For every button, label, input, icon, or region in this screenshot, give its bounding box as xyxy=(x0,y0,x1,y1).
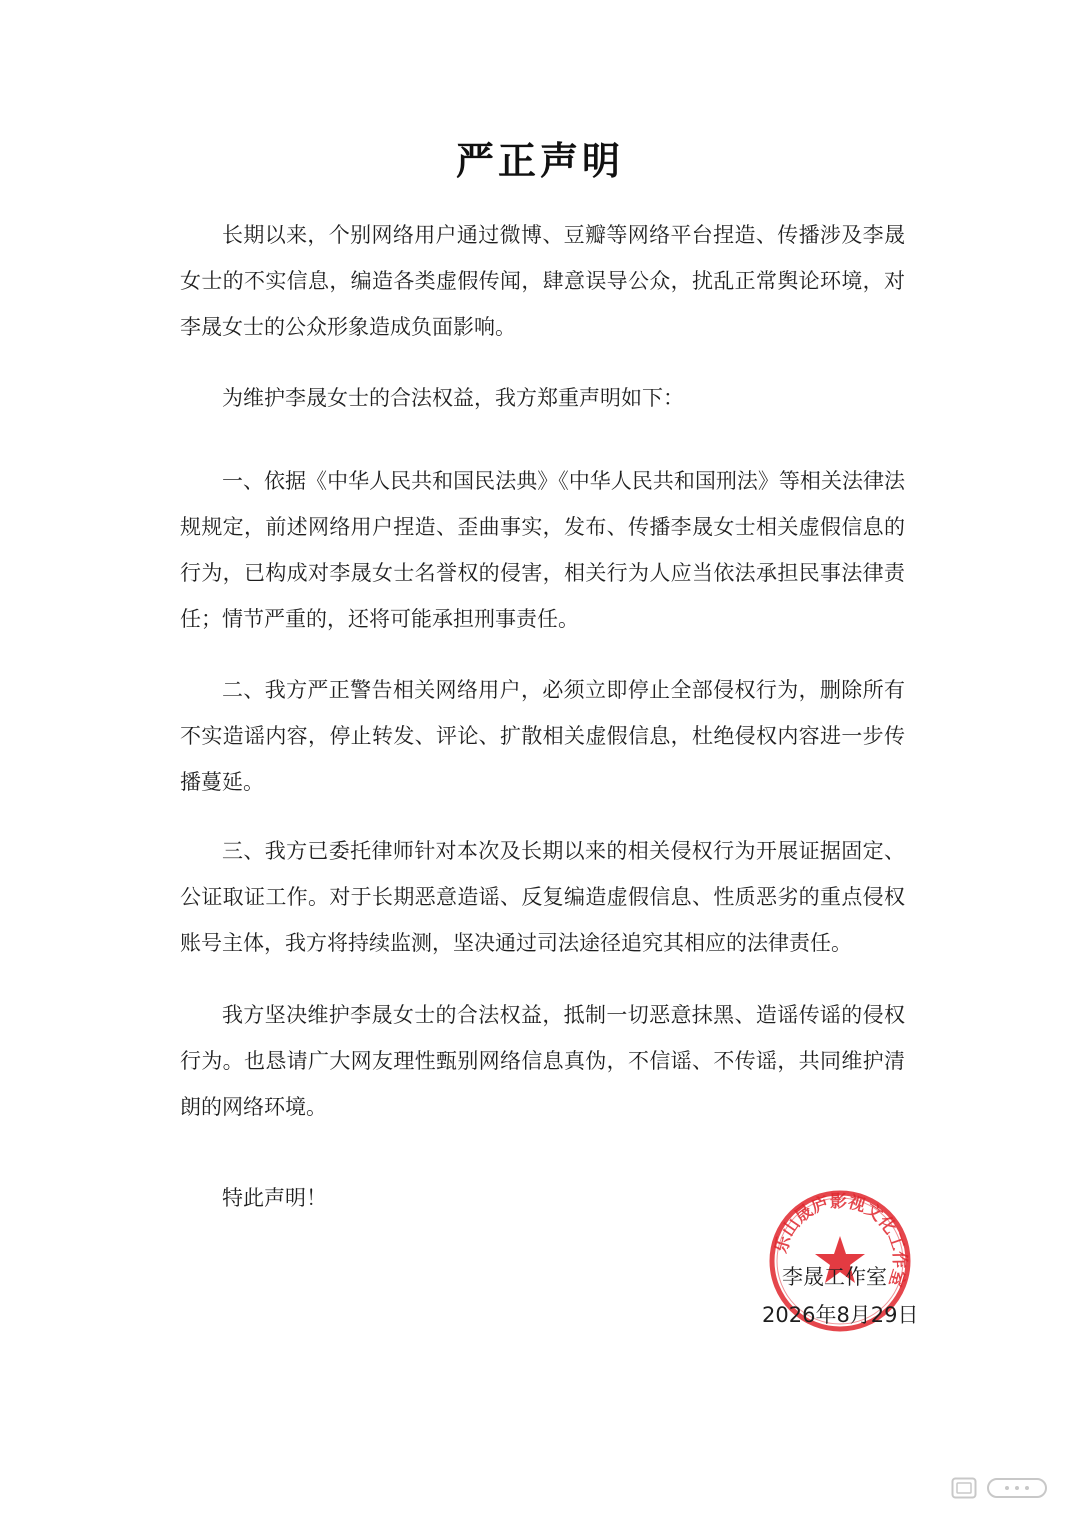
document-date: 2026年8月29日 xyxy=(762,1303,919,1327)
paragraph-item-three: 三、我方已委托律师针对本次及长期以来的相关侵权行为开展证据固定、公证取证工作。对于长期恶意造谣、反复编造虚假信息、性质恶劣的重点侵权账号主体，我方将持续监测，坚决通过司法途径追究其相应的法律责任。 xyxy=(180,839,905,955)
paragraph-declaration-lead: 为维护李晟女士的合法权益，我方郑重声明如下： xyxy=(222,386,684,410)
paragraph-item-two: 二、我方严正警告相关网络用户，必须立即停止全部侵权行为，删除所有不实造谣内容，停止转发、评论、扩散相关虚假信息，杜绝侵权内容进一步传播蔓延。 xyxy=(180,678,905,794)
gallery-icon[interactable] xyxy=(951,1477,977,1499)
paragraph-item-one: 一、依据《中华人民共和国民法典》《中华人民共和国刑法》等相关法律法规规定，前述网络用户捏造、歪曲事实，发布、传播李晟女士相关虚假信息的行为，已构成对李晟女士名誉权的侵害，相关行为人应当依法承担民事法律责任；情节严重的，还将可能承担刑事责任。 xyxy=(180,469,905,631)
seal-text: 乐山晟庐影视文化工作室 xyxy=(771,1191,910,1290)
paragraph-sign-off: 特此声明！ xyxy=(222,1186,327,1210)
paragraph-intro: 长期以来，个别网络用户通过微博、豆瓣等网络平台捏造、传播涉及李晟女士的不实信息，编造各类虚假传闻，肆意误导公众，扰乱正常舆论环境，对李晟女士的公众形象造成负面影响。 xyxy=(180,223,905,339)
more-icon[interactable] xyxy=(987,1478,1047,1498)
signature: 李晟工作室 xyxy=(782,1265,887,1289)
document-title: 严正声明 xyxy=(455,139,624,183)
paragraph-closing: 我方坚决维护李晟女士的合法权益，抵制一切恶意抹黑、造谣传谣的侵权行为。也恳请广大网友理性甄别网络信息真伪，不信谣、不传谣，共同维护清朗的网络环境。 xyxy=(180,1003,905,1119)
